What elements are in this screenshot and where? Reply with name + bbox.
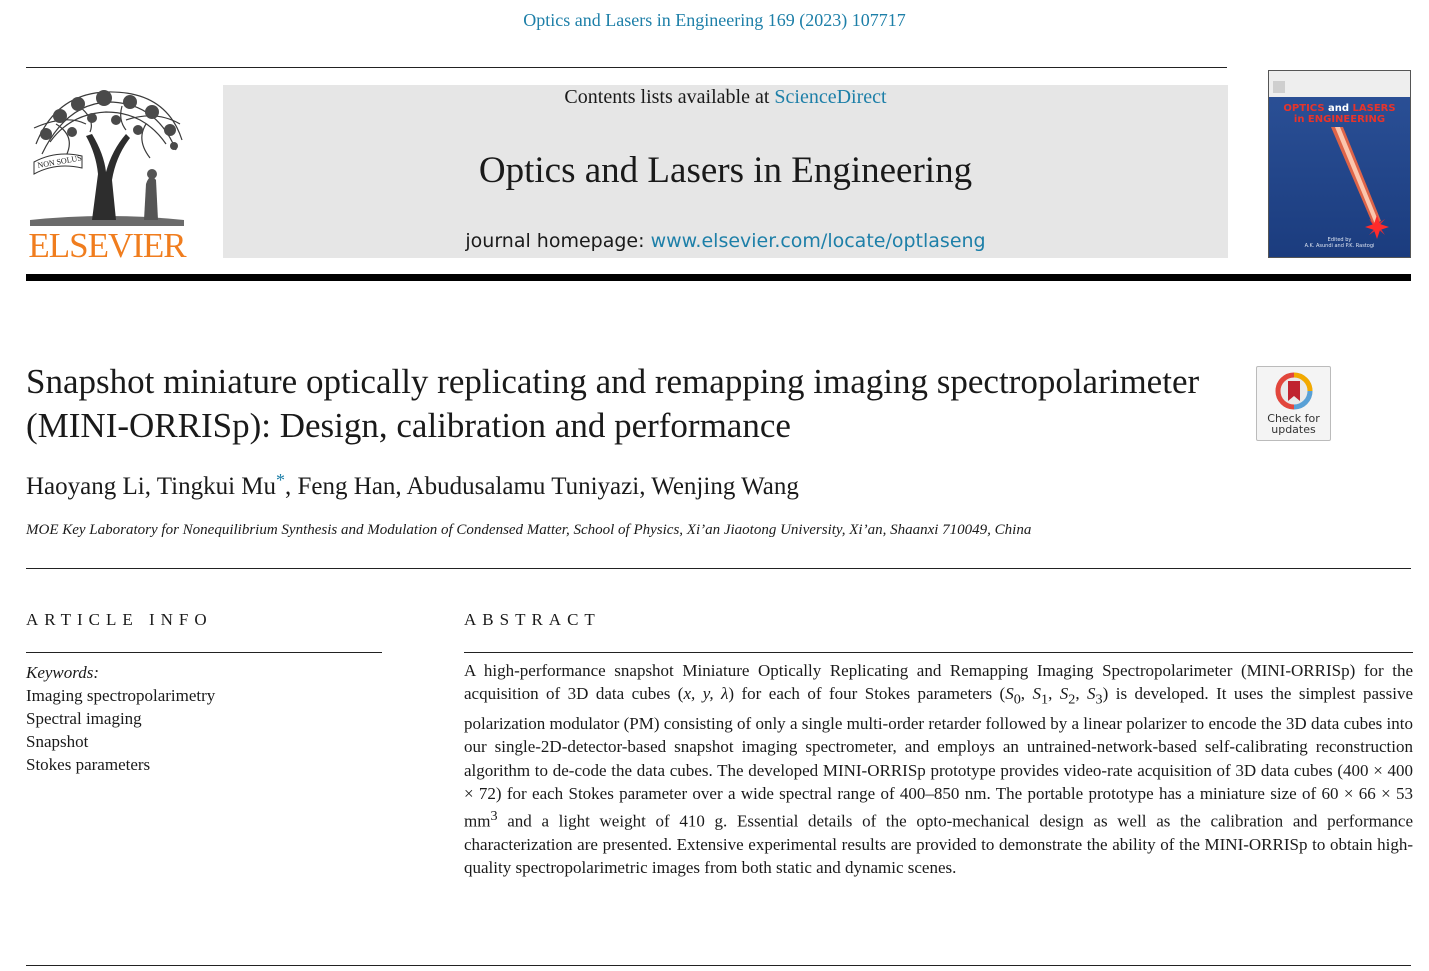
keyword-item: Imaging spectropolarimetry — [26, 686, 216, 705]
keyword-item: Snapshot — [26, 732, 89, 751]
crossmark-icon — [1274, 371, 1314, 411]
journal-cover[interactable] — [1268, 70, 1411, 258]
crossmark-label-1: Check for — [1267, 412, 1320, 425]
homepage-link[interactable]: www.elsevier.com/locate/optlaseng — [650, 230, 986, 252]
sciencedirect-link[interactable]: ScienceDirect — [774, 86, 887, 108]
article-info-rule — [26, 652, 382, 653]
abstract-rule — [464, 652, 1413, 653]
top-divider — [26, 67, 1227, 68]
article-title: Snapshot miniature optically replicating and remapping imaging spectropolarimeter (MINI-ORRISp): Design, calibration and performance — [26, 362, 1200, 445]
corresponding-author-mark[interactable]: * — [276, 470, 286, 490]
homepage-prefix: journal homepage: — [465, 230, 651, 252]
cover-title: OPTICS and LASERS in ENGINEERING — [1283, 103, 1396, 125]
authors-rest: , Feng Han, Abudusalamu Tuniyazi, Wenjing Wang — [285, 473, 799, 500]
header-thick-rule — [26, 274, 1411, 281]
journal-citation[interactable] — [0, 10, 1429, 31]
keyword-item: Spectral imaging — [26, 709, 142, 728]
abstract-heading: ABSTRACT — [464, 610, 601, 629]
contents-prefix: Contents lists available at — [564, 86, 775, 108]
abstract-text: A high-performance snapshot Miniature Optically Replicating and Remapping Imaging Spectropolarimeter (MINI-ORRISp) for the acquisition of 3D data cubes (x, y, λ) for each of four Stokes parameters ($S_0$, $S_1$, $S_2$, $S_3$) is developed. It uses the simplest passive polarization modulator (PM) consisting of only a single multi-order retarder followed by a linear polarizer to encode the 3D data cubes into our single-2D-detector-based snapshot imaging spectrometer, and employs an untrained-network-based self-calibrating reconstruction algorithm to de-code the data cubes. The developed MINI-ORRISp prototype provides video-rate acquisition of 3D data cubes (400 × 400 × 72) for each Stokes parameter over a wide spectral range of 400–850 nm. The portable prototype has a miniature size of 60 × 66 × 53 $mm^3$ and a light weight of 410 g. Essential details of the opto-mechanical design as well as the calibration and performance characterization are presented. Extensive experimental results are provided to demonstrate the ability of the MINI-ORRISp to obtain high-quality spectropolarimetric images from both static and dynamic scenes. — [464, 661, 1414, 878]
crossmark-label-2: updates — [1271, 423, 1316, 436]
section-divider — [26, 568, 1411, 569]
authors-first: Haoyang Li, Tingkui Mu — [26, 473, 277, 500]
keywords-block — [26, 661, 215, 776]
author-list — [26, 470, 799, 501]
contents-line — [223, 86, 1228, 109]
citation-link[interactable]: Optics and Lasers in Engineering 169 (2023) 107717 — [523, 10, 906, 30]
journal-header — [223, 85, 1228, 258]
elsevier-wordmark: ELSEVIER — [28, 226, 186, 265]
homepage-line — [223, 230, 1228, 252]
article-info-heading: ARTICLE INFO — [26, 610, 213, 629]
affiliation: MOE Key Laboratory for Nonequilibrium Synthesis and Modulation of Condensed Matter, School of Physics, Xi’an Jiaotong University, Xi’an, Shaanxi 710049, China — [26, 522, 1032, 538]
cover-editors: Edited by A.K. Asundi and P.K. Rastogi — [1304, 237, 1375, 249]
keywords-label: Keywords: — [26, 663, 100, 682]
bottom-divider — [26, 965, 1411, 966]
keyword-item: Stokes parameters — [26, 755, 151, 774]
logo-motto: NON SOLUS — [36, 153, 83, 170]
journal-title: Optics and Lasers in Engineering — [478, 150, 973, 191]
check-for-updates-button[interactable] — [1256, 366, 1331, 441]
